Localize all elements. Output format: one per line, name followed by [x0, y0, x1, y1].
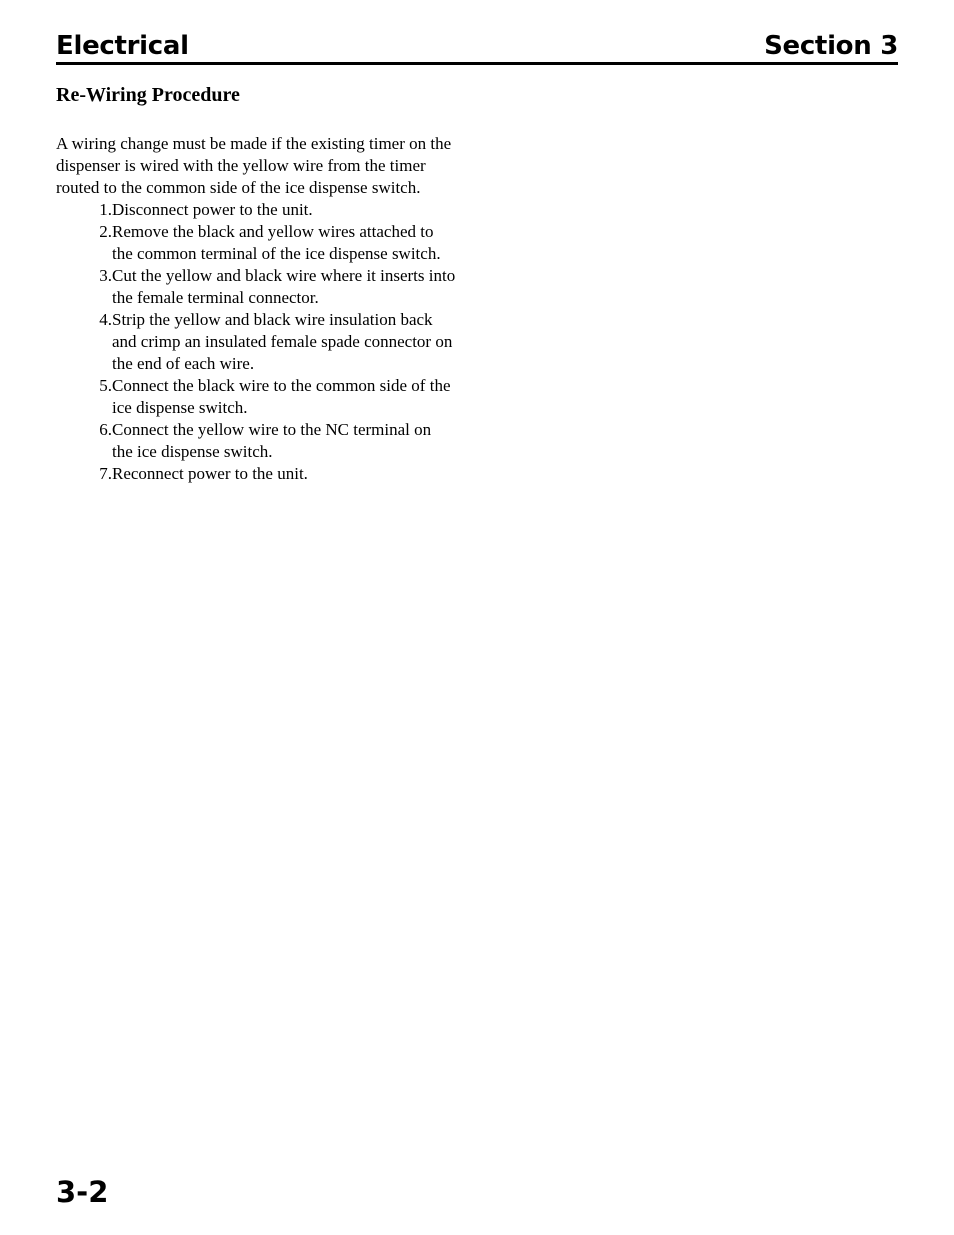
step-text: Connect the black wire to the common side of the ice dispense switch.: [112, 376, 451, 417]
list-item: [56, 419, 456, 463]
step-number: 5.: [99, 376, 112, 395]
step-text: Remove the black and yellow wires attached to the common terminal of the ice dispense switch.: [112, 222, 441, 263]
step-number: 4.: [99, 310, 112, 329]
step-number: 2.: [99, 222, 112, 241]
page-number: 3-2: [56, 1175, 109, 1209]
list-item: [56, 309, 456, 375]
list-item: [56, 221, 456, 265]
step-text: Reconnect power to the unit.: [112, 464, 308, 483]
step-number: 3.: [99, 266, 112, 285]
step-number: 6.: [99, 420, 112, 439]
section-label: Section 3: [764, 31, 898, 61]
list-item: [56, 375, 456, 419]
procedure-content: [56, 82, 456, 485]
intro-paragraph: A wiring change must be made if the existing timer on the dispenser is wired with the yellow wire from the timer routed to the common side of the ice dispense switch.: [56, 134, 452, 197]
step-text: Disconnect power to the unit.: [112, 200, 313, 219]
step-text: Strip the yellow and black wire insulation back and crimp an insulated female spade connector on the end of each wire.: [112, 310, 453, 373]
step-number: 1.: [99, 200, 112, 219]
chapter-title: Electrical: [56, 31, 189, 61]
step-text: Connect the yellow wire to the NC terminal on the ice dispense switch.: [112, 420, 432, 461]
list-item: [56, 199, 456, 221]
step-list: [56, 199, 456, 485]
procedure-title: Re-Wiring Procedure: [56, 84, 240, 106]
step-number: 7.: [99, 464, 112, 483]
list-item: [56, 265, 456, 309]
page-header: [56, 28, 898, 65]
step-text: Cut the yellow and black wire where it inserts into the female terminal connector.: [112, 266, 456, 307]
list-item: [56, 463, 456, 485]
